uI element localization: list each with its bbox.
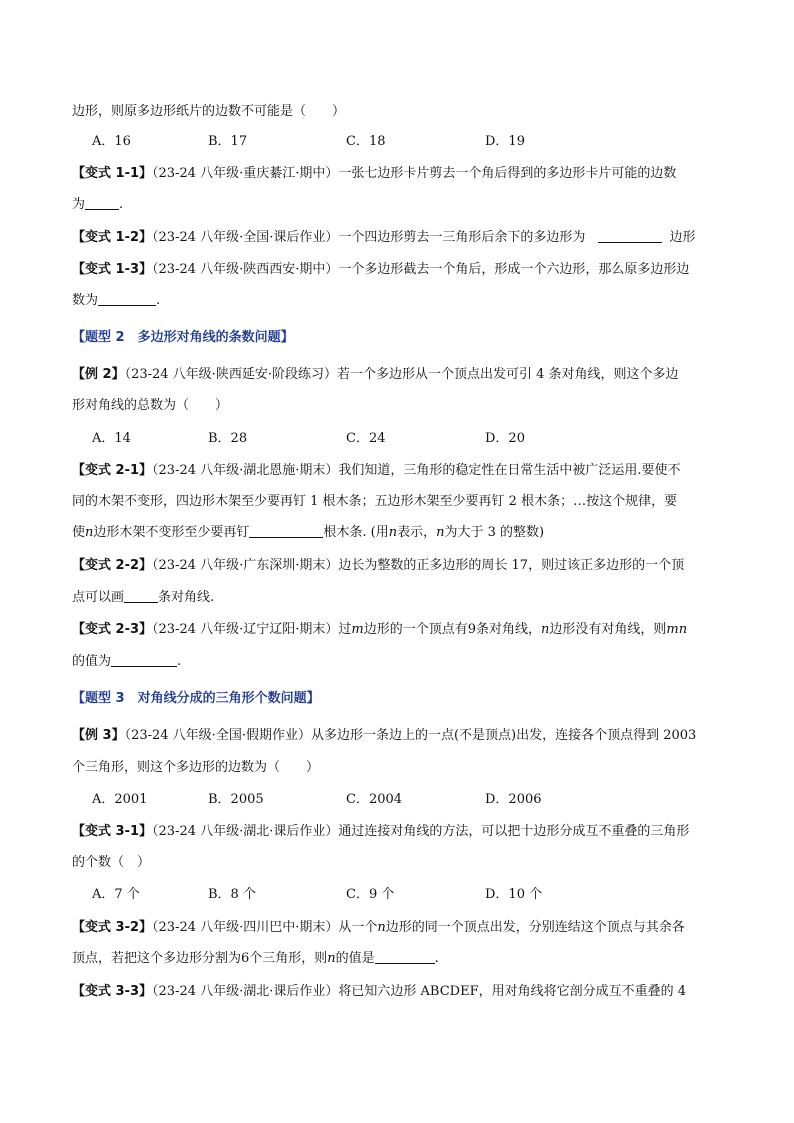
variant-text: （23-24 八年级·湖北·课后作业）通过连接对角线的方法，可以把十边形分成互不重叠的三角形 <box>152 824 690 839</box>
example-tag: 【例 3】 <box>72 728 125 743</box>
variant-3-3 <box>72 983 686 1001</box>
variable-n: n <box>85 525 94 540</box>
variable-n: n <box>377 920 386 935</box>
variant-1-2 <box>72 229 696 247</box>
variable-n: n <box>327 951 336 966</box>
option-a: A．2001 <box>92 792 148 807</box>
variable-mn: mn <box>666 622 688 637</box>
variant-1-3 <box>72 261 689 279</box>
variant-tag: 【变式 1-3】 <box>72 262 153 277</box>
answer-blank <box>598 229 662 243</box>
variant-text: . <box>434 951 439 966</box>
option-b: B．17 <box>208 134 248 149</box>
variant-tag: 【变式 3-2】 <box>72 920 153 935</box>
variant-text: 的值是 <box>335 951 375 966</box>
answer-blank <box>85 196 119 210</box>
variant-3-2-cont <box>72 950 439 968</box>
example-3 <box>72 727 696 745</box>
variant-text: 边形 <box>669 230 696 245</box>
variant-3-1-cont: 的个数（ ） <box>72 855 151 870</box>
option-c: C．24 <box>346 431 386 446</box>
variant-text: 使 <box>72 525 86 540</box>
variant-text: （23-24 八年级·陕西西安·期中）一个多边形截去一个角后，形成一个六边形，那么原多边形边 <box>152 262 690 277</box>
variant-1-1 <box>72 165 676 183</box>
variant-2-3-cont <box>72 653 181 671</box>
option-b: B．8 个 <box>208 887 256 902</box>
variant-text: 边形的同一个顶点出发，分别连结这个顶点与其余各 <box>385 920 685 935</box>
variable-m: m <box>351 622 364 637</box>
variant-tag: 【变式 3-3】 <box>72 984 153 999</box>
example-3-cont: 个三角形，则这个多边形的边数为（ ） <box>72 760 320 775</box>
option-d: D．19 <box>485 134 525 149</box>
example-tag: 【例 2】 <box>72 367 125 382</box>
topic-2-heading: 【题型 2 多边形对角线的条数问题】 <box>72 330 294 345</box>
option-a: A．7 个 <box>92 887 140 902</box>
variant-tag: 【变式 1-2】 <box>72 230 153 245</box>
variable-n: n <box>436 525 445 540</box>
variant-tag: 【变式 1-1】 <box>72 166 153 181</box>
variable-n: n <box>388 525 398 540</box>
variant-text: 点可以画 <box>72 590 125 605</box>
option-d: D．10 个 <box>485 887 543 902</box>
variant-text: 边形没有对角线，则 <box>549 622 667 637</box>
answer-blank <box>124 589 158 603</box>
variant-3-1 <box>72 823 689 841</box>
option-b: B．28 <box>208 431 248 446</box>
variant-text: . <box>156 293 161 308</box>
answer-blank <box>111 653 177 667</box>
example-text: （23-24 八年级·全国·假期作业）从多边形一条边上的一点(不是顶点)出发，连接各个顶点得到 2003 <box>124 728 697 743</box>
variant-text: 为大于 3 的整数) <box>444 525 545 540</box>
variant-tag: 【变式 2-2】 <box>72 558 153 573</box>
variant-3-2 <box>72 919 685 937</box>
variant-1-3-cont <box>72 292 160 310</box>
question-continuation: 边形，则原多边形纸片的边数不可能是（ ） <box>72 104 346 119</box>
variant-text: 的值为 <box>72 654 112 669</box>
option-a: A．16 <box>92 134 131 149</box>
variant-2-2-cont <box>72 589 214 607</box>
variable-n: n <box>541 622 550 637</box>
variant-text: （23-24 八年级·广东深圳·期末）边长为整数的正多边形的周长 17，则过该正多边形的一个顶 <box>152 558 685 573</box>
option-c: C．18 <box>346 134 386 149</box>
example-2 <box>72 366 679 384</box>
variant-text: 为 <box>72 197 86 212</box>
variant-text: （23-24 八年级·重庆綦江·期中）一张七边形卡片剪去一个角后得到的多边形卡片可能的边数 <box>152 166 677 181</box>
answer-blank <box>375 950 435 964</box>
variant-text: 条对角线. <box>158 590 215 605</box>
variant-text: 边形的一个顶点有9条对角线， <box>363 622 541 637</box>
variant-tag: 【变式 2-1】 <box>72 463 153 478</box>
variant-2-2 <box>72 557 684 575</box>
variant-text: （23-24 八年级·辽宁辽阳·期末）过 <box>152 622 352 637</box>
option-d: D．2006 <box>485 792 542 807</box>
variant-text: （23-24 八年级·湖北·课后作业）将已知六边形 ABCDEF，用对角线将它剖分成互不重叠的 4 <box>152 984 686 999</box>
topic-3-heading: 【题型 3 对角线分成的三角形个数问题】 <box>72 691 320 706</box>
variant-text: 表示， <box>397 525 437 540</box>
example-text: （23-24 八年级·陕西延安·阶段练习）若一个多边形从一个顶点出发可引 4 条对角线，则这个多边 <box>124 367 679 382</box>
variant-2-1 <box>72 462 681 480</box>
variant-2-1-cont2 <box>72 524 544 542</box>
variant-1-1-cont <box>72 196 123 214</box>
example-2-cont: 形对角线的总数为（ ） <box>72 398 229 413</box>
option-b: B．2005 <box>208 792 264 807</box>
variant-tag: 【变式 2-3】 <box>72 622 153 637</box>
variant-text: 根木条. (用 <box>323 525 389 540</box>
variant-text: 数为 <box>72 293 99 308</box>
variant-text: . <box>177 654 182 669</box>
variant-2-3 <box>72 621 687 639</box>
variant-text: 顶点，若把这个多边形分割为6个三角形，则 <box>72 951 328 966</box>
option-d: D．20 <box>485 431 525 446</box>
option-c: C．2004 <box>346 792 403 807</box>
variant-tag: 【变式 3-1】 <box>72 824 153 839</box>
variant-text: （23-24 八年级·全国·课后作业）一个四边形剪去一三角形后余下的多边形为 <box>152 230 586 245</box>
variant-2-1-cont: 同的木架不变形，四边形木架至少要再钉 1 根木条；五边形木架至少要再钉 2 根木条；…按这个规律，要 <box>72 494 678 509</box>
option-c: C．9 个 <box>346 887 395 902</box>
answer-blank <box>249 524 323 538</box>
variant-text: （23-24 八年级·四川巴中·期末）从一个 <box>152 920 378 935</box>
option-a: A．14 <box>92 431 131 446</box>
answer-blank <box>98 292 156 306</box>
variant-text: （23-24 八年级·湖北恩施·期末）我们知道，三角形的稳定性在日常生活中被广泛运用.要使不 <box>152 463 681 478</box>
variant-text: . <box>119 197 124 212</box>
variant-text: 边形木架不变形至少要再钉 <box>93 525 250 540</box>
